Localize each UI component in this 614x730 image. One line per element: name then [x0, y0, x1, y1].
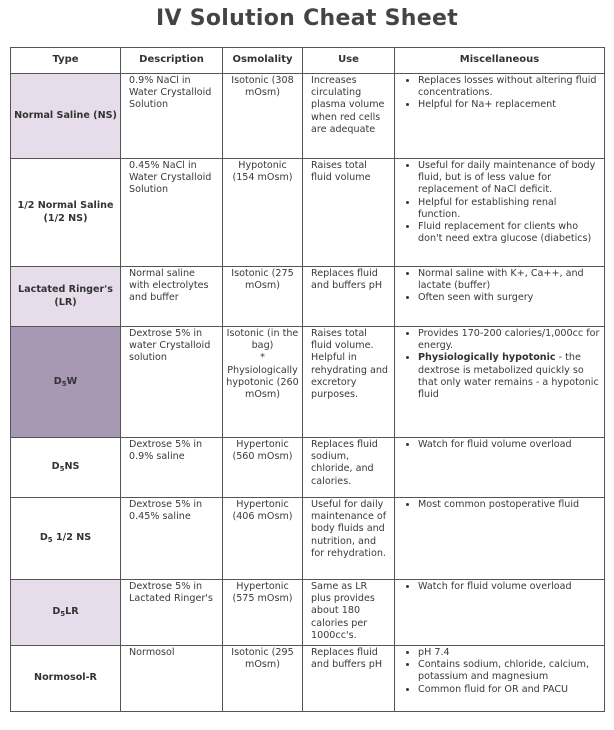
misc-item: • Useful for daily maintenance of body fluid, but is of less value for replacement of NaCl deficit.	[418, 160, 600, 197]
type-cell	[11, 580, 121, 646]
type-subscript: 5	[61, 379, 67, 388]
table-row	[11, 159, 605, 267]
header-description: Description	[121, 48, 223, 74]
header-type: Type	[11, 48, 121, 74]
misc-cell	[395, 580, 605, 646]
header-row	[11, 48, 605, 74]
type-text: D	[39, 532, 48, 544]
misc-item: • Watch for fluid volume overload	[418, 581, 600, 593]
type-text-rest: W	[66, 375, 78, 387]
table-row	[11, 646, 605, 712]
use-cell: Replaces fluid and buffers pH	[303, 646, 395, 712]
misc-cell	[395, 327, 605, 438]
header-osmolality: Osmolality	[223, 48, 303, 74]
type-cell	[11, 438, 121, 498]
osmolality-note: * Physiologically hypotonic (260 mOsm)	[226, 352, 299, 401]
description-cell: Dextrose 5% in 0.45% saline	[121, 498, 223, 580]
misc-item: • Helpful for establishing renal function.	[418, 197, 600, 221]
use-cell: Same as LR plus provides about 180 calories per 1000cc's.	[303, 580, 395, 646]
osmolality-cell: Hypertonic (560 mOsm)	[223, 438, 303, 498]
osmolality-line: Isotonic (in the bag)	[226, 328, 299, 352]
type-cell: Normosol-R	[11, 646, 121, 712]
type-cell	[11, 498, 121, 580]
type-subscript: 5	[47, 536, 53, 545]
type-subscript: 5	[60, 610, 66, 619]
page-title: IV Solution Cheat Sheet	[155, 6, 459, 31]
iv-solution-table	[10, 47, 605, 712]
table-row	[11, 327, 605, 438]
type-text: D	[51, 461, 60, 473]
misc-cell	[395, 267, 605, 327]
header-use: Use	[303, 48, 395, 74]
use-cell: Replaces fluid sodium, chloride, and calories.	[303, 438, 395, 498]
misc-text: - the dextrose is metabolized quickly so that only water remains - a hypotonic fluid	[418, 352, 599, 401]
misc-item: • Common fluid for OR and PACU	[418, 684, 600, 696]
type-text-rest: NS	[64, 461, 80, 473]
type-text: D	[53, 375, 62, 387]
header-misc: Miscellaneous	[395, 48, 605, 74]
misc-cell	[395, 646, 605, 712]
misc-cell	[395, 159, 605, 267]
misc-item: • Often seen with surgery	[418, 292, 600, 304]
type-cell: Lactated Ringer's (LR)	[11, 267, 121, 327]
description-cell: Normal saline with electrolytes and buffer	[121, 267, 223, 327]
osmolality-cell: Hypertonic (406 mOsm)	[223, 498, 303, 580]
description-cell: Dextrose 5% in Lactated Ringer's	[121, 580, 223, 646]
type-cell: 1/2 Normal Saline (1/2 NS)	[11, 159, 121, 267]
table-row	[11, 438, 605, 498]
osmolality-cell	[223, 327, 303, 438]
misc-item: • pH 7.4	[418, 647, 600, 659]
use-cell: Increases circulating plasma volume when red cells are adequate	[303, 74, 395, 159]
misc-item	[418, 352, 600, 401]
misc-item: • Provides 170-200 calories/1,000cc for energy.	[418, 328, 600, 352]
osmolality-cell: Hypertonic (575 mOsm)	[223, 580, 303, 646]
table-row	[11, 498, 605, 580]
misc-item: • Fluid replacement for clients who don't need extra glucose (diabetics)	[418, 221, 600, 245]
type-text-rest: LR	[65, 606, 79, 618]
use-cell: Replaces fluid and buffers pH	[303, 267, 395, 327]
misc-cell	[395, 74, 605, 159]
misc-item: • Watch for fluid volume overload	[418, 439, 600, 451]
type-cell	[11, 327, 121, 438]
use-cell: Raises total fluid volume	[303, 159, 395, 267]
use-cell: Raises total fluid volume. Helpful in rehydrating and excretory purposes.	[303, 327, 395, 438]
table-row	[11, 267, 605, 327]
type-text: D	[52, 606, 61, 618]
misc-cell	[395, 498, 605, 580]
misc-cell	[395, 438, 605, 498]
misc-item: • Normal saline with K+, Ca++, and lactate (buffer)	[418, 268, 600, 292]
description-cell: 0.9% NaCl in Water Crystalloid Solution	[121, 74, 223, 159]
misc-item: • Most common postoperative fluid	[418, 499, 600, 511]
misc-item: • Replaces losses without altering fluid concentrations.	[418, 75, 600, 99]
table-row	[11, 580, 605, 646]
misc-item: • Contains sodium, chloride, calcium, potassium and magnesium	[418, 659, 600, 683]
description-cell: Normosol	[121, 646, 223, 712]
type-text-rest: 1/2 NS	[52, 532, 92, 544]
use-cell: Useful for daily maintenance of body fluids and nutrition, and for rehydration.	[303, 498, 395, 580]
description-cell: 0.45% NaCl in Water Crystalloid Solution	[121, 159, 223, 267]
osmolality-cell: Isotonic (308 mOsm)	[223, 74, 303, 159]
description-cell: Dextrose 5% in 0.9% saline	[121, 438, 223, 498]
type-cell: Normal Saline (NS)	[11, 74, 121, 159]
misc-item: • Helpful for Na+ replacement	[418, 99, 600, 111]
type-subscript: 5	[59, 465, 65, 474]
osmolality-cell: Hypotonic (154 mOsm)	[223, 159, 303, 267]
description-cell: Dextrose 5% in water Crystalloid solution	[121, 327, 223, 438]
osmolality-cell: Isotonic (295 mOsm)	[223, 646, 303, 712]
misc-bold-text: Physiologically hypotonic	[418, 352, 556, 364]
osmolality-cell: Isotonic (275 mOsm)	[223, 267, 303, 327]
table-row	[11, 74, 605, 159]
